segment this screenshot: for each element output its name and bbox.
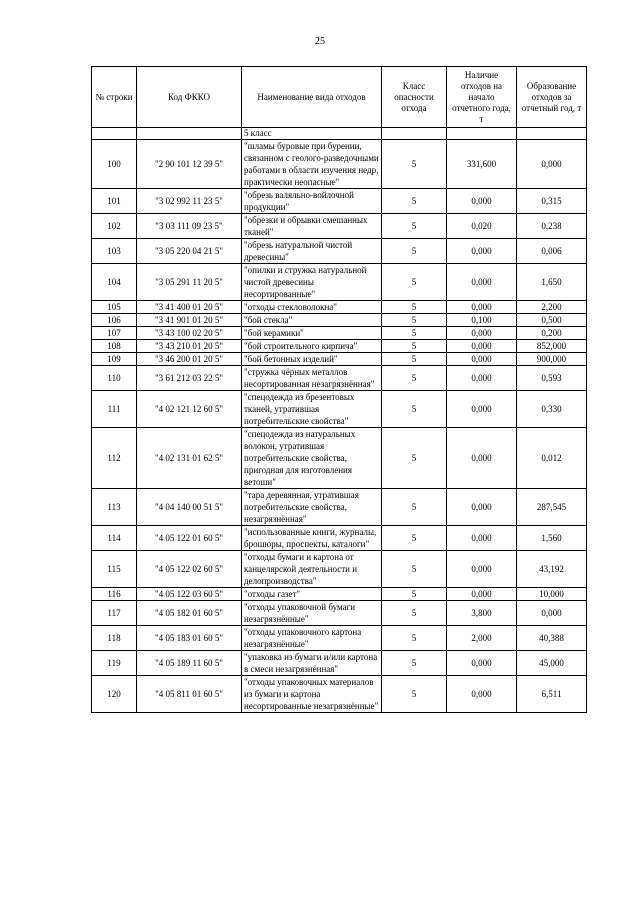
hazard-class: 5 xyxy=(382,651,447,676)
stock-start-value: 0,000 xyxy=(447,340,517,353)
row-number: 106 xyxy=(92,314,137,327)
generation-value: 10,000 xyxy=(517,588,587,601)
row-number: 120 xyxy=(92,676,137,713)
table-row xyxy=(92,301,587,314)
header-generation: Образование отходов за отчетный год, т xyxy=(517,67,587,128)
fkko-code: "3 02 992 11 23 5" xyxy=(137,189,242,214)
generation-value: 0,012 xyxy=(517,428,587,489)
waste-name: "опилки и стружка натуральной чистой древесины несортированные" xyxy=(242,264,382,301)
stock-start-value: 0,000 xyxy=(447,489,517,526)
table-row xyxy=(92,366,587,391)
generation-value: 40,388 xyxy=(517,626,587,651)
waste-name: "обрезь натуральной чистой древесины" xyxy=(242,239,382,264)
row-number: 116 xyxy=(92,588,137,601)
stock-start-value: 0,020 xyxy=(447,214,517,239)
row-number: 105 xyxy=(92,301,137,314)
header-stock-start: Наличие отходов на начало отчетного года, т xyxy=(447,67,517,128)
hazard-class: 5 xyxy=(382,366,447,391)
generation-value: 287,545 xyxy=(517,489,587,526)
fkko-code: "4 05 122 01 60 5" xyxy=(137,526,242,551)
row-number: 119 xyxy=(92,651,137,676)
stock-start-value: 0,000 xyxy=(447,551,517,588)
waste-name: "отходы бумаги и картона от канцелярской деятельности и делопроизводства" xyxy=(242,551,382,588)
fkko-code: "3 41 400 01 20 5" xyxy=(137,301,242,314)
waste-name: "обрезки и обрывки смешанных тканей" xyxy=(242,214,382,239)
fkko-code: "4 05 183 01 60 5" xyxy=(137,626,242,651)
generation-value: 43,192 xyxy=(517,551,587,588)
row-number: 113 xyxy=(92,489,137,526)
hazard-class: 5 xyxy=(382,214,447,239)
hazard-class: 5 xyxy=(382,340,447,353)
row-number: 118 xyxy=(92,626,137,651)
generation-value: 0,000 xyxy=(517,140,587,189)
fkko-code: "4 02 121 12 60 5" xyxy=(137,391,242,428)
row-number: 111 xyxy=(92,391,137,428)
hazard-class: 5 xyxy=(382,314,447,327)
stock-start-value: 3,800 xyxy=(447,601,517,626)
table-row xyxy=(92,489,587,526)
generation-value: 0,330 xyxy=(517,391,587,428)
stock-start-value: 0,000 xyxy=(447,676,517,713)
row-number: 102 xyxy=(92,214,137,239)
hazard-class: 5 xyxy=(382,526,447,551)
waste-name: "стружка чёрных металлов несортированная незагрязнённая" xyxy=(242,366,382,391)
table-row xyxy=(92,214,587,239)
row-number: 117 xyxy=(92,601,137,626)
fkko-code: "3 61 212 03 22 5" xyxy=(137,366,242,391)
row-number: 108 xyxy=(92,340,137,353)
waste-name: "бой строительного кирпича" xyxy=(242,340,382,353)
table-row xyxy=(92,626,587,651)
section-label: 5 класс xyxy=(242,128,382,140)
header-waste-name: Наименование вида отходов xyxy=(242,67,382,128)
fkko-code: "4 05 182 01 60 5" xyxy=(137,601,242,626)
row-number: 104 xyxy=(92,264,137,301)
table-row xyxy=(92,601,587,626)
table-row xyxy=(92,239,587,264)
stock-start-value: 0,000 xyxy=(447,264,517,301)
hazard-class: 5 xyxy=(382,189,447,214)
row-number: 100 xyxy=(92,140,137,189)
section-row xyxy=(92,128,587,140)
table-row xyxy=(92,526,587,551)
waste-name: "использованные книги, журналы, брошюры, проспекты, каталоги" xyxy=(242,526,382,551)
waste-name: "обрезь валяльно-войлочной продукции" xyxy=(242,189,382,214)
stock-start-value: 0,000 xyxy=(447,327,517,340)
table-row xyxy=(92,327,587,340)
waste-name: "бой бетонных изделий" xyxy=(242,353,382,366)
table-row xyxy=(92,588,587,601)
row-number: 103 xyxy=(92,239,137,264)
generation-value: 852,000 xyxy=(517,340,587,353)
table-body xyxy=(92,128,587,713)
hazard-class: 5 xyxy=(382,489,447,526)
stock-start-value: 0,000 xyxy=(447,239,517,264)
waste-name: "отходы упаковочных материалов из бумаги и картона несортированные незагрязнённые" xyxy=(242,676,382,713)
header-row-no: № строки xyxy=(92,67,137,128)
stock-start-value: 2,000 xyxy=(447,626,517,651)
stock-start-value: 0,000 xyxy=(447,391,517,428)
stock-start-value: 0,000 xyxy=(447,366,517,391)
table-row xyxy=(92,264,587,301)
stock-start-value: 331,600 xyxy=(447,140,517,189)
stock-start-value: 0,000 xyxy=(447,428,517,489)
row-number: 109 xyxy=(92,353,137,366)
generation-value: 0,500 xyxy=(517,314,587,327)
hazard-class: 5 xyxy=(382,601,447,626)
fkko-code: "3 05 291 11 20 5" xyxy=(137,264,242,301)
table-row xyxy=(92,428,587,489)
generation-value: 6,511 xyxy=(517,676,587,713)
row-number: 101 xyxy=(92,189,137,214)
generation-value: 0,315 xyxy=(517,189,587,214)
waste-name: "спецодежда из натуральных волокон, утратившая потребительские свойства, пригодная для изготовления ветоши" xyxy=(242,428,382,489)
fkko-code: "4 05 811 01 60 5" xyxy=(137,676,242,713)
generation-value: 2,200 xyxy=(517,301,587,314)
stock-start-value: 0,000 xyxy=(447,189,517,214)
table-row xyxy=(92,551,587,588)
generation-value: 900,000 xyxy=(517,353,587,366)
hazard-class: 5 xyxy=(382,626,447,651)
hazard-class: 5 xyxy=(382,239,447,264)
waste-name: "шламы буровые при бурении, связанном с геолого-разведочными работами в области изучения недр, практически неопасные" xyxy=(242,140,382,189)
table-header-row xyxy=(92,67,587,128)
stock-start-value: 0,000 xyxy=(447,651,517,676)
header-hazard-class: Класс опасности отхода xyxy=(382,67,447,128)
fkko-code: "3 03 111 09 23 5" xyxy=(137,214,242,239)
fkko-code: "4 05 122 02 60 5" xyxy=(137,551,242,588)
hazard-class: 5 xyxy=(382,353,447,366)
fkko-code: "3 46 200 01 20 5" xyxy=(137,353,242,366)
table-row xyxy=(92,676,587,713)
generation-value: 0,238 xyxy=(517,214,587,239)
hazard-class: 5 xyxy=(382,676,447,713)
waste-name: "упаковка из бумаги и/или картона в смеси незагрязнённая" xyxy=(242,651,382,676)
table-row xyxy=(92,651,587,676)
waste-name: "отходы газет" xyxy=(242,588,382,601)
waste-name: "отходы упаковочной бумаги незагрязнённые" xyxy=(242,601,382,626)
hazard-class: 5 xyxy=(382,301,447,314)
waste-name: "бой стекла" xyxy=(242,314,382,327)
fkko-code: "4 02 131 01 62 5" xyxy=(137,428,242,489)
generation-value: 1,560 xyxy=(517,526,587,551)
waste-name: "тара деревянная, утратившая потребительские свойства, незагрязнённая" xyxy=(242,489,382,526)
stock-start-value: 0,000 xyxy=(447,301,517,314)
waste-table xyxy=(91,66,587,713)
fkko-code: "4 05 189 11 60 5" xyxy=(137,651,242,676)
table-row xyxy=(92,340,587,353)
hazard-class: 5 xyxy=(382,551,447,588)
row-number: 112 xyxy=(92,428,137,489)
fkko-code: "3 05 220 04 21 5" xyxy=(137,239,242,264)
stock-start-value: 0,100 xyxy=(447,314,517,327)
generation-value: 1,650 xyxy=(517,264,587,301)
generation-value: 0,200 xyxy=(517,327,587,340)
header-fkko-code: Код ФККО xyxy=(137,67,242,128)
hazard-class: 5 xyxy=(382,140,447,189)
table-row xyxy=(92,140,587,189)
hazard-class: 5 xyxy=(382,264,447,301)
row-number: 110 xyxy=(92,366,137,391)
fkko-code: "4 04 140 00 51 5" xyxy=(137,489,242,526)
stock-start-value: 0,000 xyxy=(447,588,517,601)
table-row xyxy=(92,391,587,428)
fkko-code: "4 05 122 03 60 5" xyxy=(137,588,242,601)
generation-value: 0,000 xyxy=(517,601,587,626)
table-row xyxy=(92,353,587,366)
hazard-class: 5 xyxy=(382,428,447,489)
page-number: 25 xyxy=(315,36,325,47)
waste-name: "отходы упаковочного картона незагрязнённые" xyxy=(242,626,382,651)
hazard-class: 5 xyxy=(382,391,447,428)
stock-start-value: 0,000 xyxy=(447,353,517,366)
fkko-code: "3 41 901 01 20 5" xyxy=(137,314,242,327)
row-number: 115 xyxy=(92,551,137,588)
row-number: 114 xyxy=(92,526,137,551)
waste-name: "отходы стекловолокна" xyxy=(242,301,382,314)
generation-value: 0,006 xyxy=(517,239,587,264)
waste-name: "бой керамики" xyxy=(242,327,382,340)
stock-start-value: 0,000 xyxy=(447,526,517,551)
generation-value: 45,000 xyxy=(517,651,587,676)
fkko-code: "3 43 100 02 20 5" xyxy=(137,327,242,340)
row-number: 107 xyxy=(92,327,137,340)
fkko-code: "2 90 101 12 39 5" xyxy=(137,140,242,189)
generation-value: 0,593 xyxy=(517,366,587,391)
fkko-code: "3 43 210 01 20 5" xyxy=(137,340,242,353)
table-row xyxy=(92,314,587,327)
hazard-class: 5 xyxy=(382,327,447,340)
hazard-class: 5 xyxy=(382,588,447,601)
table-row xyxy=(92,189,587,214)
waste-name: "спецодежда из брезентовых тканей, утратившая потребительские свойства" xyxy=(242,391,382,428)
